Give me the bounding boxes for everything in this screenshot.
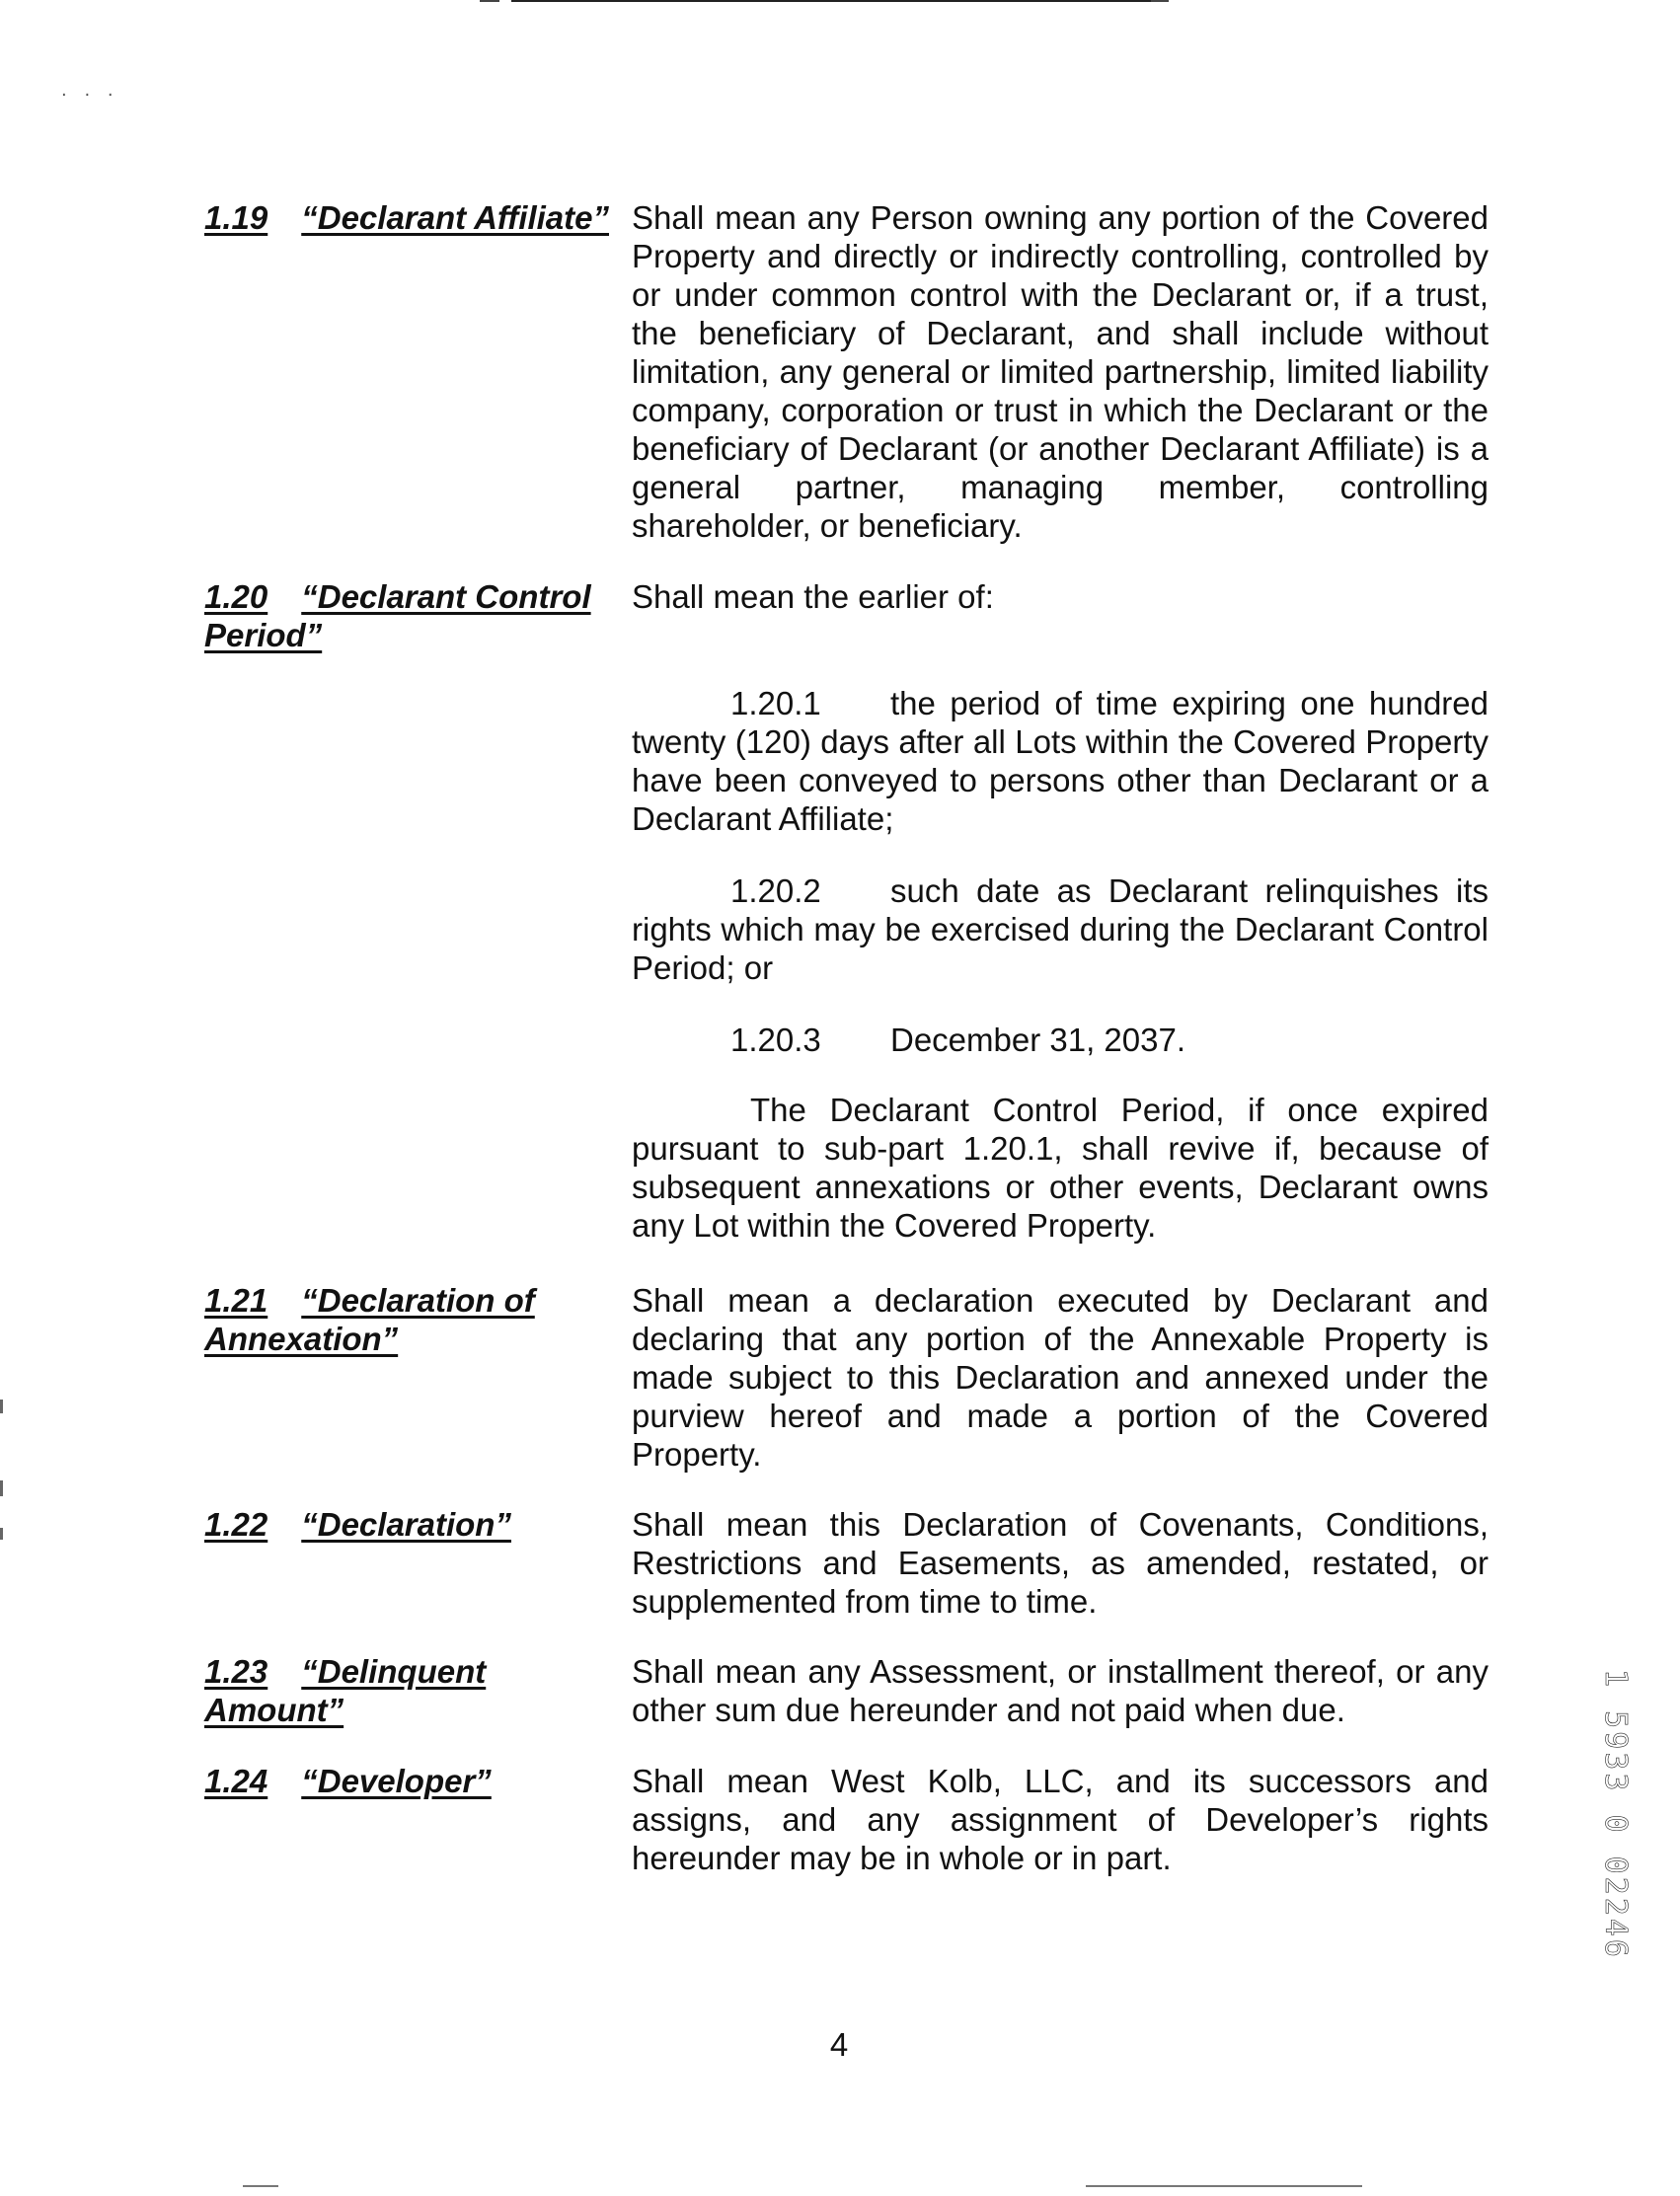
term-name: “Delinquent Amount” <box>204 1653 487 1728</box>
recording-stamp-text: 1 5933 0 02246 <box>1597 1668 1633 1960</box>
term-number: 1.19 <box>204 199 268 236</box>
closing-text: The Declarant Control Period, if once expired pursuant to sub-part 1.20.1, shall revive if, because of subsequent annexations or other events, Declarant owns any Lot within the Covered Property. <box>632 1092 1489 1244</box>
term-number: 1.24 <box>204 1763 268 1799</box>
subpart-number: 1.20.2 <box>730 872 821 909</box>
subpart-text: the period of time expiring one hundred twenty (120) days after all Lots within the Covered Property have been conveyed to persons other than Declarant or a Declarant Affiliate; <box>632 685 1489 837</box>
term-number: 1.21 <box>204 1282 268 1319</box>
term-number: 1.22 <box>204 1506 268 1543</box>
term-heading <box>204 1281 619 1358</box>
term-definition <box>632 1652 1489 1729</box>
recording-stamp <box>1591 1668 1639 1960</box>
definition-text: Shall mean this Declaration of Covenants, Conditions, Restrictions and Easements, as amended, restated, or supplemented from time to time. <box>632 1506 1489 1620</box>
subpart-text: December 31, 2037. <box>890 1022 1186 1058</box>
term-number: 1.20 <box>204 578 268 615</box>
subpart-text: such date as Declarant relinquishes its rights which may be exercised during the Declarant Control Period; or <box>632 872 1489 986</box>
definition-text: Shall mean the earlier of: <box>632 578 994 615</box>
definition-text: Shall mean a declaration executed by Declarant and declaring that any portion of the Annexable Property is made subject to this Declaration and annexed under the purview hereof and made a portion of the Covered Property. <box>632 1282 1489 1473</box>
page-number: 4 <box>829 2026 849 2063</box>
bottom-scan-mark <box>243 2185 278 2187</box>
subpart-number: 1.20.3 <box>730 1022 821 1058</box>
term-heading <box>204 198 619 237</box>
bottom-scan-mark <box>1086 2185 1362 2187</box>
top-scan-rule-segment <box>480 0 499 2</box>
term-definition <box>632 1505 1489 1621</box>
term-name: “Declaration” <box>301 1506 511 1543</box>
subpart-1-20-2 <box>632 871 1489 987</box>
definition-text: Shall mean any Assessment, or installment thereof, or any other sum due hereunder and not paid when due. <box>632 1653 1489 1728</box>
term-definition <box>632 577 1489 616</box>
term-heading <box>204 1652 619 1729</box>
subpart-number: 1.20.1 <box>730 685 821 721</box>
left-edge-mark <box>0 1480 3 1496</box>
left-edge-mark <box>0 1400 3 1413</box>
term-definition <box>632 198 1489 545</box>
term-name: “Developer” <box>301 1763 492 1799</box>
scan-specks: · · · <box>61 85 119 106</box>
top-scan-rule <box>511 0 1169 2</box>
left-edge-mark <box>0 1528 3 1540</box>
definition-text: Shall mean any Person owning any portion of the Covered Property and directly or indirectly controlling, controlled by or under common control with the Declarant or, if a trust, the beneficiary of Declarant, and shall include without limitation, any general or limited partnership, limited liability company, corporation or trust in which the Declarant or the beneficiary of Declarant (or another Declarant Affiliate) is a general partner, managing member, controlling shareholder, or beneficiary. <box>632 199 1489 544</box>
term-name: “Declarant Control Period” <box>204 578 591 653</box>
definition-closing <box>632 1091 1489 1245</box>
term-name: “Declaration of Annexation” <box>204 1282 535 1357</box>
term-heading <box>204 1505 619 1544</box>
term-name: “Declarant Affiliate” <box>301 199 609 236</box>
top-scan-rule-segment <box>1151 0 1169 2</box>
subpart-1-20-3 <box>632 1021 1489 1059</box>
term-heading <box>204 577 619 654</box>
term-definition <box>632 1281 1489 1474</box>
definition-text: Shall mean West Kolb, LLC, and its successors and assigns, and any assignment of Developer’s rights hereunder may be in whole or in part. <box>632 1763 1489 1876</box>
term-definition <box>632 1762 1489 1877</box>
subpart-1-20-1 <box>632 684 1489 838</box>
term-heading <box>204 1762 619 1800</box>
term-number: 1.23 <box>204 1653 268 1690</box>
